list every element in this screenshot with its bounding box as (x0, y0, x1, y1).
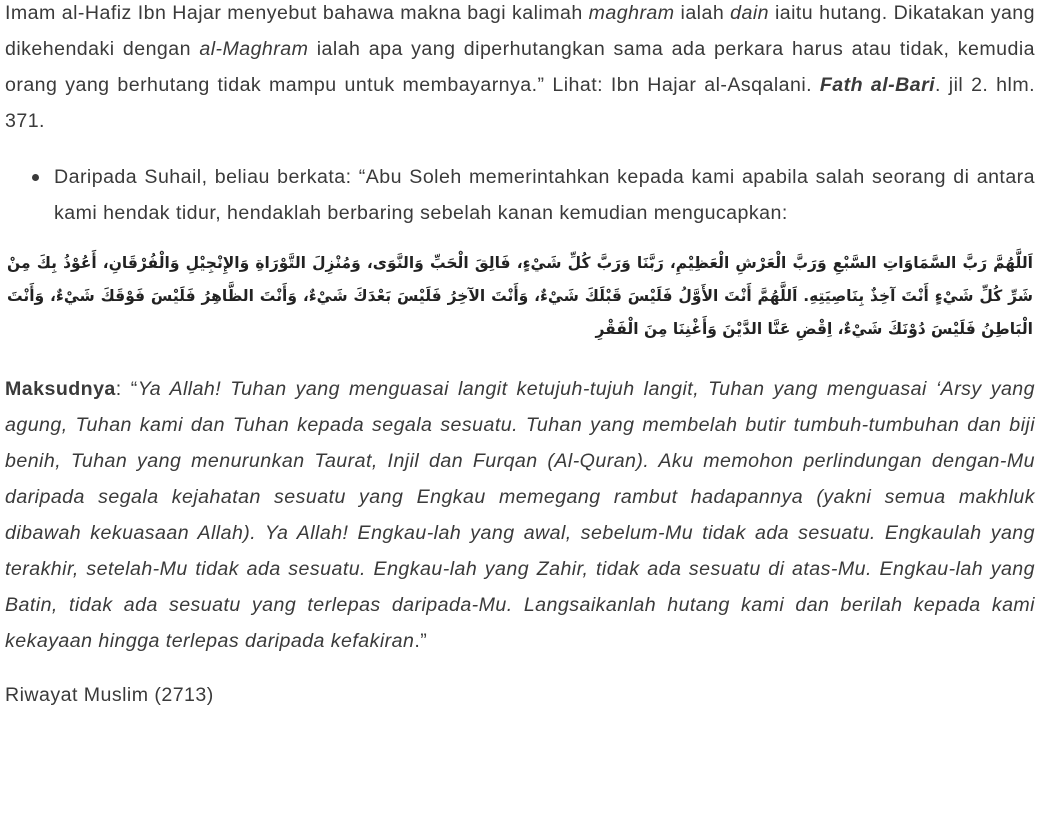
intro-text-1: Imam al-Hafiz Ibn Hajar menyebut bahawa makna bagi kalimah (5, 2, 589, 24)
maksud-paragraph (5, 371, 1035, 659)
intro-paragraph (5, 0, 1035, 139)
arabic-doa-text: اَللَّهُمَّ رَبَّ السَّمَاوَاتِ السَّبْعِ وَرَبَّ الْعَرْشِ الْعَظِيْمِ، رَبَّنَا وَرَبَّ كُلِّ شَيْءٍ، فَالِقَ الْحَبِّ وَالنَّوَى، وَمُنْزِلَ التَّوْرَاةِ وَالإِنْجِيْلِ وَالْفُرْقَانِ، أَعُوْذُ بِكَ مِنْ شَرِّ كُلِّ شَيْءٍ أَنْتَ آخِذٌ بِنَاصِيَتِهِ. اَللَّهُمَّ أَنْتَ الأَوَّلُ فَلَيْسَ قَبْلَكَ شَيْءٌ، وَأَنْتَ الآخِرُ فَلَيْسَ بَعْدَكَ شَيْءٌ، وَأَنْتَ الظَّاهِرُ فَلَيْسَ فَوْقَكَ شَيْءٌ، وَأَنْتَ الْبَاطِنُ فَلَيْسَ دُوْنَكَ شَيْءٌ، اِقْضِ عَنَّا الدَّيْنَ وَأَغْنِنَا مِنَ الْفَقْرِ (7, 254, 1033, 338)
maksud-label: Maksudnya (5, 378, 116, 400)
maksud-separator: : “ (115, 378, 138, 400)
book-title: Fath al-Bari (819, 74, 936, 96)
list-item-text: Daripada Suhail, beliau berkata: “Abu Soleh memerintahkan kepada kami apabila salah seorang di antara kami hendak tidur, hendaklah berbaring sebelah kanan kemudian mengucapkan: (54, 166, 1035, 224)
term-dain: dain (730, 2, 769, 24)
intro-text-5: . jil 2. hlm. 371. (5, 74, 1035, 132)
riwayat-reference: Riwayat Muslim (2713) (5, 684, 214, 706)
list-item (54, 159, 1035, 231)
maksud-translation: Ya Allah! Tuhan yang menguasai langit ketujuh-tujuh langit, Tuhan yang menguasai ‘Arsy yang agung, Tuhan kami dan Tuhan kepada segala sesuatu. Tuhan yang membelah butir tumbuh-tumbuhan dan biji benih, Tuhan yang menurunkan Taurat, Injil dan Furqan (Al-Quran). Aku memohon perlindungan dengan-Mu daripada segala kejahatan sesuatu yang Engkau memegang rambut hadapannya (yakni semua makhluk dibawah kekuasaan Allah). Ya Allah! Engkau-lah yang awal, sebelum-Mu tidak ada sesuatu. Engkaulah yang terakhir, setelah-Mu tidak ada sesuatu. Engkau-lah yang Zahir, tidak ada sesuatu di atas-Mu. Engkau-lah yang Batin, tidak ada sesuatu yang terlepas daripada-Mu. Langsaikanlah hutang kami dan berilah kepada kami kekayaan hingga terlepas daripada kefakiran (5, 378, 1036, 652)
bullet-dot-icon (32, 174, 39, 181)
intro-text-2: ialah (674, 2, 731, 24)
intro-text-4: ialah apa yang diperhutangkan sama ada perkara harus atau tidak, kemudia orang yang berhutang tidak mampu untuk membayarnya.” Lihat: Ibn Hajar al-Asqalani. (5, 38, 1035, 96)
term-al-maghram: al-Maghram (199, 38, 309, 60)
term-maghram: maghram (588, 2, 675, 24)
intro-text-3: iaitu hutang. Dikatakan yang dikehendaki dengan (5, 2, 1035, 60)
maksud-close: .” (414, 630, 428, 652)
bullet-list (5, 159, 1035, 231)
